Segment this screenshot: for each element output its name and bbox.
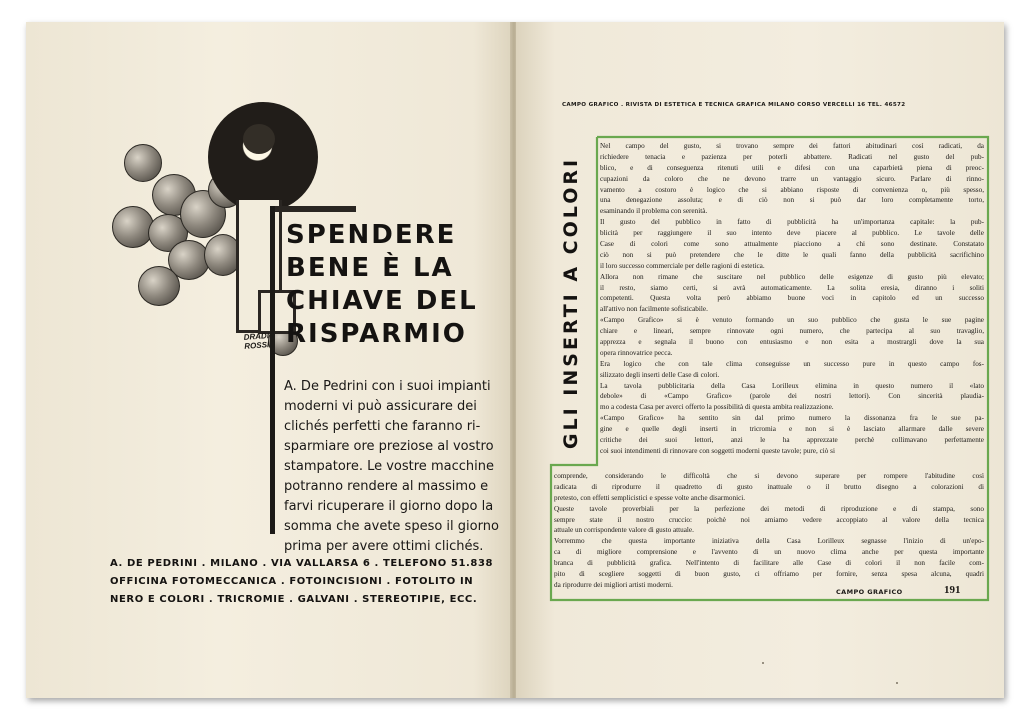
article-line: mo a codesta Casa per averci offerto la possibilità di questa ambita realizzazione.	[600, 403, 834, 412]
article-line: Case di colori come sono attualmente piacciono a chi sono destinate. Constatato	[600, 240, 984, 249]
article-line: cupazioni da coloro che ne devono trarre un vantaggio sicuro. Parlare di rinno-	[600, 174, 984, 183]
headline-line: BENE È LA	[286, 253, 454, 283]
masthead: CAMPO GRAFICO . RIVISTA DI ESTETICA E TECNICA GRAFICA MILANO CORSO VERCELLI 16 TEL. 46572	[562, 102, 906, 108]
vertical-title: GLI INSERTI A COLORI	[560, 156, 582, 450]
article-line: blicità per raggiungere il suo intento deve piacere al pubblico. Le tavole delle	[600, 229, 984, 238]
article-line: Allora non rimane che suscitare nel pubblico delle esigenze di gusto più elevato;	[600, 272, 984, 281]
body-line: potranno rendere al massimo e	[284, 479, 489, 494]
article-line: radicata di riprodurre il quadretto di gusto inattuale o il brutto disegno a colorazioni di	[554, 482, 984, 491]
headline-line: RISPARMIO	[286, 319, 467, 349]
article-line: vamento a costoro è logico che si abbiano risposte di convenienza o, più spesso,	[600, 185, 984, 194]
article-line: branca di pubblicità grafica. Nell'intento di facilitare alle Case di colori il non facile com-	[554, 559, 984, 568]
article-line: La tavola pubblicitaria della Casa Lorilleux elimina in questo numero il «lato	[600, 381, 984, 390]
footer-brand: CAMPO GRAFICO	[836, 588, 903, 596]
article-line: il loro successo commerciale per delle ragioni di estetica.	[600, 261, 765, 270]
body-line: somma che avete speso il giorno	[284, 519, 499, 534]
headline-line: SPENDERE	[286, 220, 457, 250]
article-line: apprezza e segnala il buono con entusiasmo e non esita a mostrargli dove la sua	[600, 338, 984, 347]
coin-icon	[112, 206, 154, 248]
article-upper	[600, 141, 984, 457]
article-line: attuale un corrispondente valore di gusto attuale.	[554, 526, 694, 535]
body-line: prima per avere ottimi clichés.	[284, 539, 484, 554]
article-line: competenti. Questa volta però abbiamo buone voci in capitolo ed un successo	[600, 294, 984, 303]
headline-rule-top	[270, 206, 356, 212]
coin-icon	[138, 266, 180, 306]
article-lower	[554, 471, 984, 591]
ad-body-copy	[284, 377, 499, 557]
ad-address-block	[110, 555, 494, 609]
article-line: chiare e lineari, sempre rinnovate ogni numero, che partecipa al suo travaglio,	[600, 327, 984, 336]
article-line: «Campo Grafico» si è venuto formando un suo pubblico che gusta le sue pagine	[600, 316, 984, 325]
article-line: «Campo Grafico» ha sentito sin dal primo numero la dissonanza fra le sue pa-	[600, 414, 984, 423]
artist-signature	[243, 331, 270, 351]
article-line: comprende, considerando le difficoltà che si devono superare per rompere l'abitudine così	[554, 472, 984, 480]
article-line: ciò non si può pretendere che le ditte le quali fanno della pubblicità sacrifichino	[600, 250, 984, 259]
headline-rule	[270, 206, 275, 534]
article-line: Il gusto del pubblico in fatto di pubblicità ha un'importanza capitale: la pub-	[600, 218, 984, 227]
address-line: OFFICINA FOTOMECCANICA . FOTOINCISIONI . FOTOLITO IN	[110, 576, 474, 587]
key-icon	[208, 102, 318, 212]
magazine-spread	[26, 22, 1004, 698]
article-line: gine e quelle degli inserti in tricromia e non si è lasciato allarmare dalle severe	[600, 425, 984, 434]
article-line: Queste tavole proverbiali per la perfezione dei metodi di riproduzione e di stampa, sono	[554, 504, 984, 513]
body-line: moderni vi può assicurare dei	[284, 399, 477, 414]
signature-line: ROSSI	[244, 340, 270, 351]
article-line: da riprodurre dei migliori artisti moderni.	[554, 580, 673, 589]
signature-line: DRADI	[243, 331, 270, 342]
article-line: esaminando il problema con serenità.	[600, 207, 708, 216]
article-line: il resto, siamo certi, si avrà automaticamente. La solita eresia, diranno i soliti	[600, 283, 984, 292]
body-line: farvi ricuperare il giorno dopo la	[284, 499, 494, 514]
article-line: richiedere tenacia e pazienza per poterli abbattere. Radicati nel gusto del pub-	[600, 152, 984, 161]
article-line: debole» di «Campo Grafico» (parole dei nostri lettori). Con sincerità plaudia-	[600, 392, 984, 401]
article-line: pretesto, con effetti semplicistici e spesse volte anche disarmonici.	[554, 493, 746, 502]
left-page	[26, 22, 512, 698]
article-line: all'attivo non facilmente sofisticabile.	[600, 305, 708, 314]
body-line: stampatore. Le vostre macchine	[284, 459, 494, 474]
article-line: Era logico che con tale clima conseguisse un successo pure in questo campo fos-	[600, 359, 984, 368]
article-line: blico, e di conseguenza ritenuti utili e difesi con una caparbietà piena di preoc-	[600, 163, 984, 172]
body-line: clichés perfetti che faranno ri-	[284, 419, 481, 434]
page-speck	[762, 662, 764, 664]
body-line: sparmiare ore preziose al vostro	[284, 439, 494, 454]
right-page	[516, 22, 1004, 698]
article-line: una denegazione assoluta; e di ciò non si può dar loro completamente torto,	[600, 196, 984, 205]
article-line: pito di scegliere soggetti di buon gusto, ci offriamo per fornire, senza spesa alcuna, quadri	[554, 570, 984, 579]
article-line: silizzato degli inserti delle Case di colori.	[600, 370, 720, 379]
vertical-title-area	[556, 132, 586, 482]
headline-line: CHIAVE DEL	[286, 286, 478, 316]
article-line: sempre state il nostro cruccio: poichè noi amiamo vedere accoppiato al valore della tecnica	[554, 515, 984, 524]
body-line: A. De Pedrini con i suoi impianti	[284, 379, 491, 394]
article-line: Nel campo del gusto, si trovano sempre dei fattori abitudinari così radicati, da	[600, 142, 984, 150]
ad-headline	[286, 219, 506, 351]
article-line: critiche dei suoi lettori, anzi le ha apprezzate perchè collimavano perfettamente	[600, 436, 984, 445]
article-line: ca di migliore comprensione e l'avvento di un nuovo clima anche per questa importante	[554, 548, 984, 557]
article-line: coi suoi intendimenti di rinnovare con soggetti moderni queste tavole; pure, ciò si	[600, 446, 835, 455]
address-line: A. DE PEDRINI . MILANO . VIA VALLARSA 6 . TELEFONO 51.838	[110, 558, 494, 569]
article-line: Vorremmo che questa importante iniziativa della Casa Lorilleux segnasse l'inizio di un'epo-	[554, 537, 984, 546]
article-line: opera rinnovatrice pecca.	[600, 348, 673, 357]
coin-icon	[124, 144, 162, 182]
page-speck	[896, 682, 898, 684]
address-line: NERO E COLORI . TRICROMIE . GALVANI . STEREOTIPIE, ECC.	[110, 594, 478, 605]
page-number: 191	[944, 584, 961, 596]
